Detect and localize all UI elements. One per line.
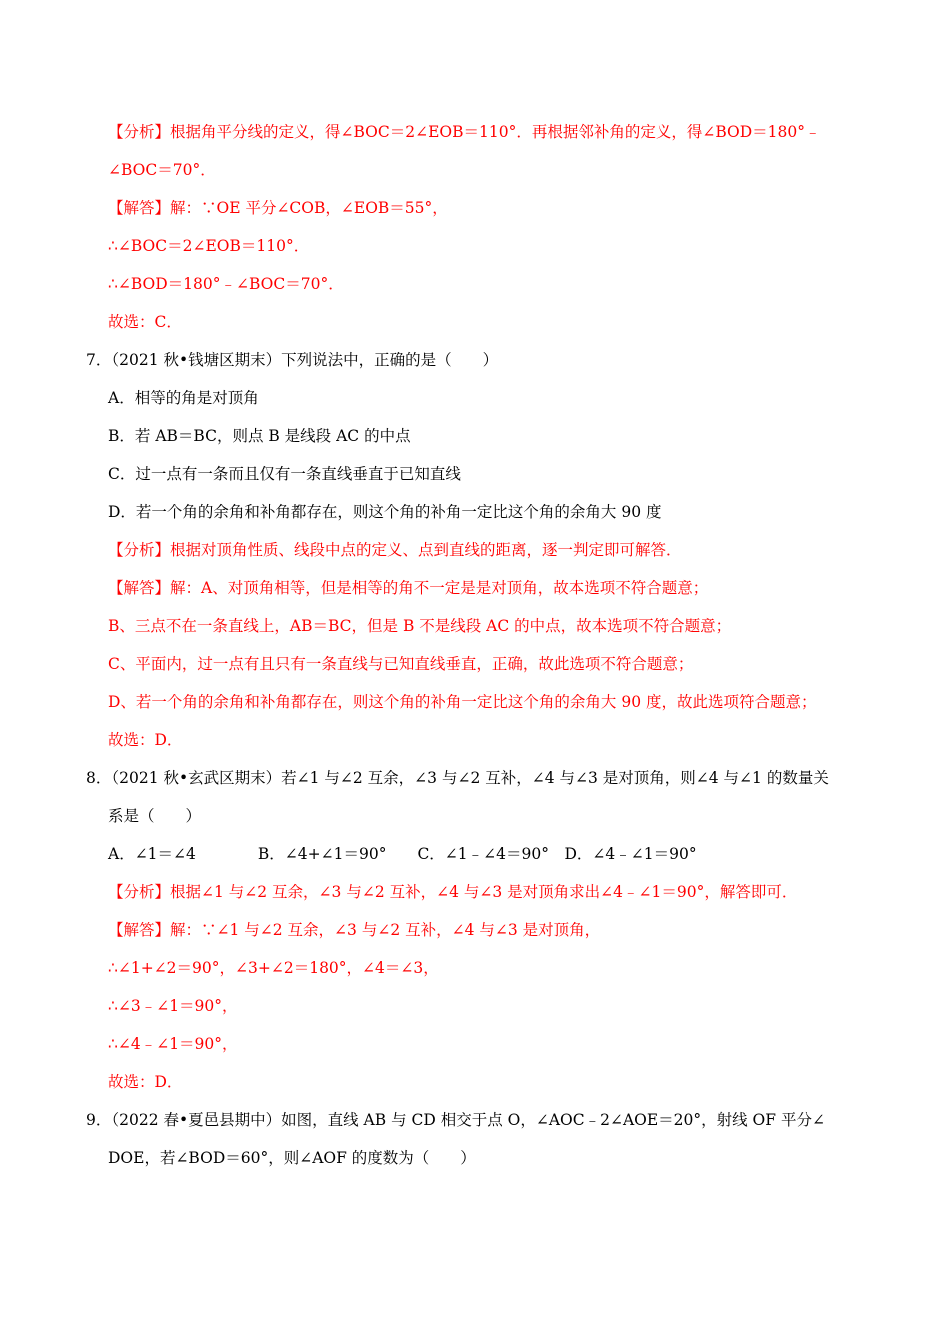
q6-answer: 故选：C． — [108, 313, 182, 331]
q7-option-a: A．相等的角是对顶角 — [108, 389, 259, 407]
q8-options: A．∠1＝∠4 B．∠4+∠1＝90° C．∠1﹣∠4＝90° D．∠4﹣∠1＝90° — [108, 845, 697, 863]
q8-stem-line-1: 8．（2021 秋•玄武区期末）若∠1 与∠2 互余，∠3 与∠2 互补，∠4 与∠3 是对顶角，则∠4 与∠1 的数量关 — [86, 769, 829, 787]
q6-solution-line-1: 【解答】解：∵OE 平分∠COB，∠EOB＝55°， — [108, 199, 448, 217]
q8-answer: 故选：D． — [108, 1073, 183, 1091]
q8-solution-line-1: 【解答】解：∵∠1 与∠2 互余，∠3 与∠2 互补，∠4 与∠3 是对顶角， — [108, 921, 601, 939]
q7-analysis: 【分析】根据对顶角性质、线段中点的定义、点到直线的距离，逐一判定即可解答． — [108, 541, 682, 559]
q7-solution-line-1: 【解答】解：A、对顶角相等，但是相等的角不一定是是对顶角，故本选项不符合题意； — [108, 579, 709, 597]
q8-stem-line-2: 系是（ ） — [108, 807, 202, 825]
q7-option-b: B．若 AB＝BC，则点 B 是线段 AC 的中点 — [108, 427, 411, 445]
q6-analysis-line-1: 【分析】根据角平分线的定义，得∠BOC＝2∠EOB＝110°．再根据邻补角的定义，得∠BOD＝180°﹣ — [108, 123, 821, 141]
q8-solution-line-4: ∴∠4﹣∠1＝90°， — [108, 1035, 238, 1053]
q8-solution-line-3: ∴∠3﹣∠1＝90°， — [108, 997, 238, 1015]
q7-option-d: D．若一个角的余角和补角都存在，则这个角的补角一定比这个角的余角大 90 度 — [108, 503, 662, 521]
q6-analysis-line-2: ∠BOC＝70°． — [108, 161, 216, 179]
q7-stem: 7．（2021 秋•钱塘区期末）下列说法中，正确的是（ ） — [86, 351, 499, 369]
q8-analysis: 【分析】根据∠1 与∠2 互余，∠3 与∠2 互补，∠4 与∠3 是对顶角求出∠4﹣∠1＝90°，解答即可． — [108, 883, 798, 901]
q7-option-c: C．过一点有一条而且仅有一条直线垂直于已知直线 — [108, 465, 461, 483]
q9-stem-line-1: 9．（2022 春•夏邑县期中）如图，直线 AB 与 CD 相交于点 O，∠AOC﹣2∠AOE＝20°，射线 OF 平分∠ — [86, 1111, 825, 1129]
q7-solution-line-3: C、平面内，过一点有且只有一条直线与已知直线垂直，正确，故此选项不符合题意； — [108, 655, 694, 673]
q7-solution-line-2: B、三点不在一条直线上，AB＝BC，但是 B 不是线段 AC 的中点，故本选项不符合题意； — [108, 617, 732, 635]
q7-answer: 故选：D． — [108, 731, 183, 749]
q6-solution-line-2: ∴∠BOC＝2∠EOB＝110°． — [108, 237, 310, 255]
q6-solution-line-3: ∴∠BOD＝180°﹣∠BOC＝70°． — [108, 275, 344, 293]
q7-solution-line-4: D、若一个角的余角和补角都存在，则这个角的补角一定比这个角的余角大 90 度，故此选项符合题意； — [108, 693, 817, 711]
q9-stem-line-2: DOE，若∠BOD＝60°，则∠AOF 的度数为（ ） — [108, 1149, 476, 1167]
q8-solution-line-2: ∴∠1+∠2＝90°，∠3+∠2＝180°，∠4＝∠3， — [108, 959, 439, 977]
